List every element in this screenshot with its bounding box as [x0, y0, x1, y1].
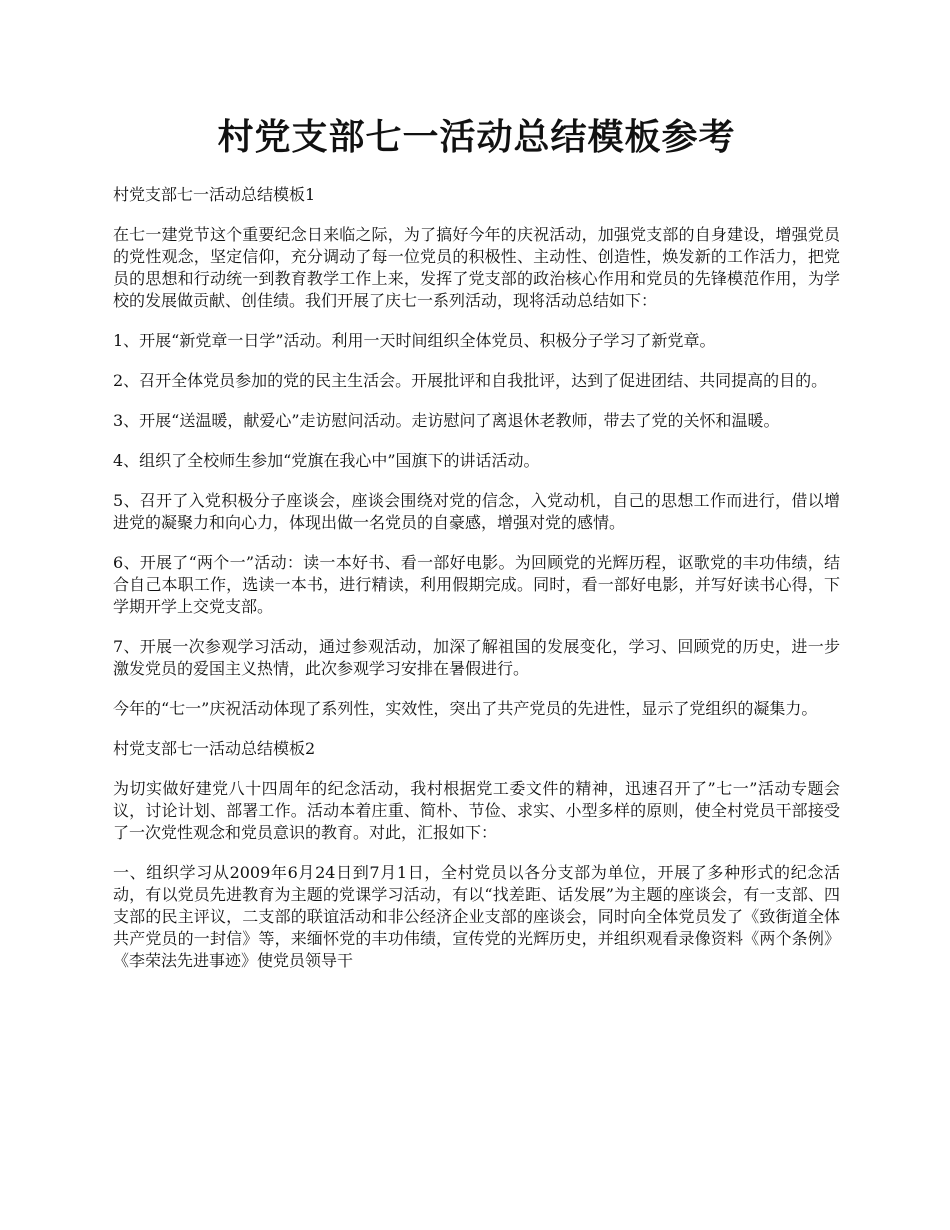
list-item-5: 5、召开了入党积极分子座谈会，座谈会围绕对党的信念，入党动机，自己的思想工作而进行，借以增进党的凝聚力和向心力，体现出做一名党员的自豪感，增强对党的感情。 — [113, 491, 840, 532]
section-heading-1: 村党支部七一活动总结模板1 — [113, 185, 316, 204]
list-item-3: 3、开展“送温暖，献爱心”走访慰问活动。走访慰问了离退休老教师，带去了党的关怀和温暖。 — [113, 411, 780, 430]
section-2-item-1: 一、组织学习从2009年6月24日到7月1日，全村党员以各分支部为单位，开展了多种形式的纪念活动，有以党员先进教育为主题的党课学习活动，有以“找差距、话发展”为主题的座谈会，有一支部、四支部的民主评议，二支部的联谊活动和非公经济企业支部的座谈会，同时向全体党员发了《致街道全体共产党员的一封信》等，来缅怀党的丰功伟绩，宣传党的光辉历史，并组织观看录像资料《两个条例》《李荣法先进事迹》使党员领导干 — [113, 863, 840, 970]
list-item-7: 7、开展一次参观学习活动，通过参观活动，加深了解祖国的发展变化，学习、回顾党的历史，进一步激发党员的爱国主义热情，此次参观学习安排在暑假进行。 — [113, 637, 840, 678]
section-2-intro-paragraph: 为切实做好建党八十四周年的纪念活动，我村根据党工委文件的精神，迅速召开了”七一”活动专题会议，讨论计划、部署工作。活动本着庄重、简朴、节俭、求实、小型多样的原则，使全村党员干部接受了一次党性观念和党员意识的教育。对此，汇报如下： — [113, 779, 840, 842]
list-item-4: 4、组织了全校师生参加“党旗在我心中”国旗下的讲话活动。 — [113, 451, 540, 470]
document-title: 村党支部七一活动总结模板参考 — [217, 116, 736, 158]
conclusion-paragraph: 今年的“七一”庆祝活动体现了系列性，实效性，突出了共产党员的先进性，显示了党组织的凝集力。 — [113, 699, 818, 718]
document-page — [113, 112, 840, 990]
list-item-6: 6、开展了“两个一”活动：读一本好书、看一部好电影。为回顾党的光辉历程，讴歌党的丰功伟绩，结合自己本职工作，选读一本书，进行精读，利用假期完成。同时，看一部好电影，并写好读书心得，下学期开学上交党支部。 — [113, 553, 840, 616]
intro-paragraph: 在七一建党节这个重要纪念日来临之际，为了搞好今年的庆祝活动，加强党支部的自身建设，增强党员的党性观念，坚定信仰，充分调动了每一位党员的积极性、主动性、创造性，焕发新的工作活力，把党员的思想和行动统一到教育教学工作上来，发挥了党支部的政治核心作用和党员的先锋模范作用，为学校的发展做贡献、创佳绩。我们开展了庆七一系列活动，现将活动总结如下： — [113, 225, 840, 310]
list-item-1: 1、开展“新党章一日学”活动。利用一天时间组织全体党员、积极分子学习了新党章。 — [113, 331, 716, 350]
list-item-2: 2、召开全体党员参加的党的民主生活会。开展批评和自我批评，达到了促进团结、共同提高的目的。 — [113, 371, 828, 390]
section-heading-2: 村党支部七一活动总结模板2 — [113, 739, 316, 758]
